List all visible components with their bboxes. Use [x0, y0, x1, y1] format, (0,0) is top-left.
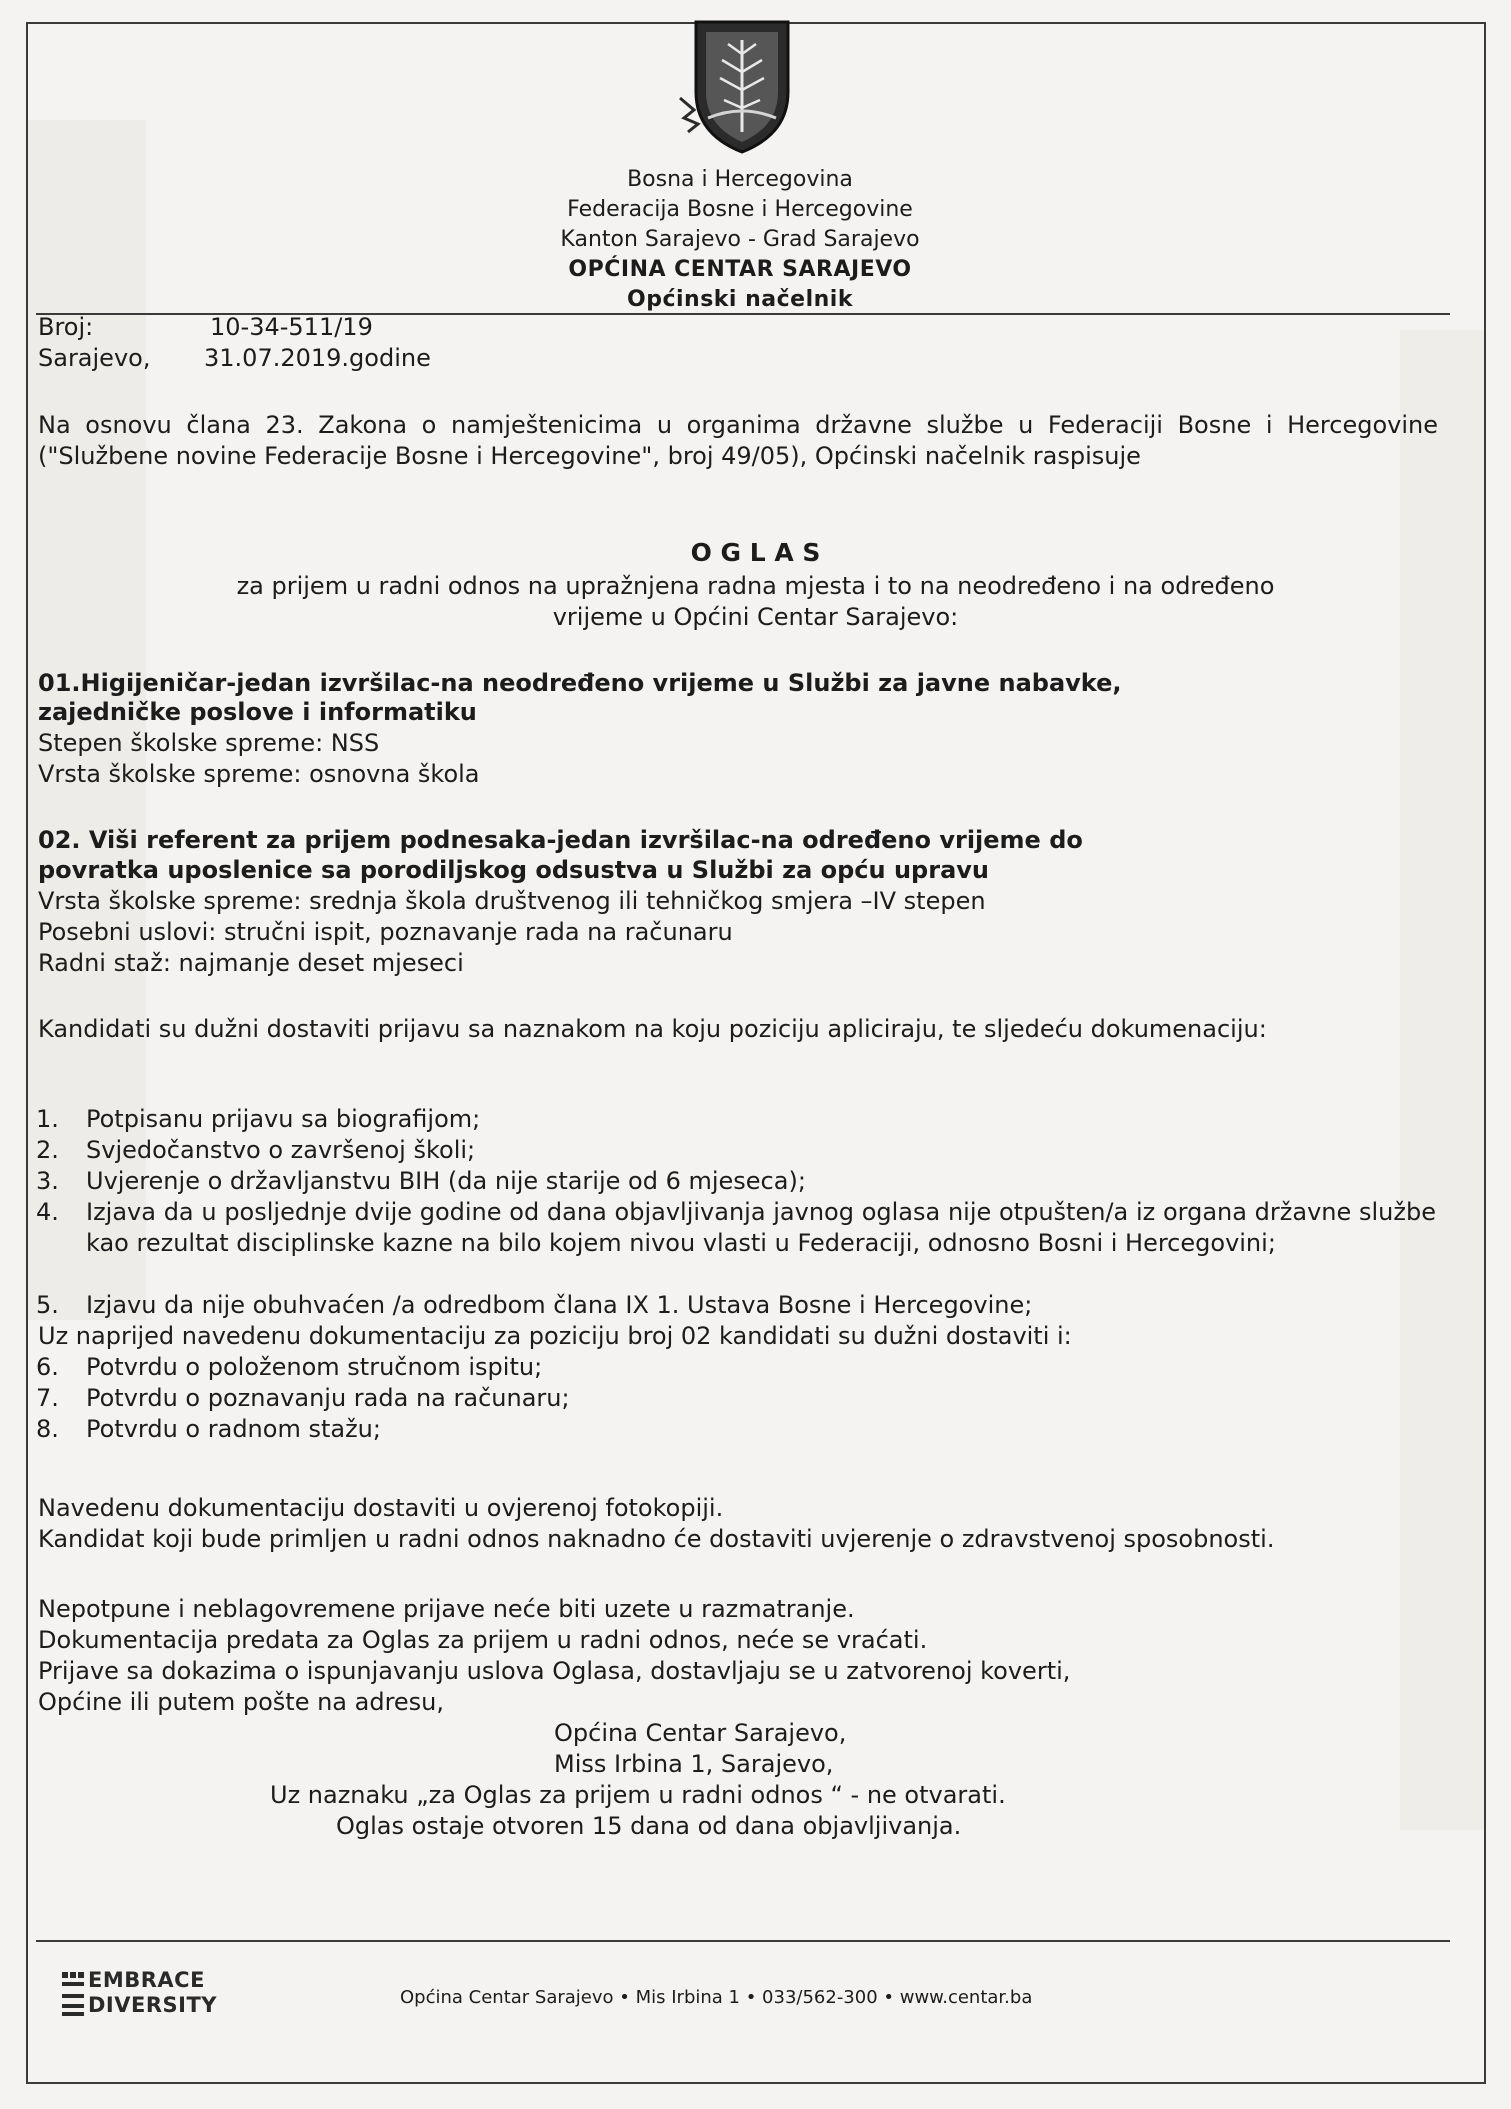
logo-text-line1: EMBRACE — [88, 1968, 205, 1992]
reference-number: 10-34-511/19 — [210, 313, 373, 341]
document-item-4-number: 4. — [36, 1198, 59, 1226]
document-item-8 — [36, 1414, 1436, 1445]
address-line2: Miss Irbina 1, Sarajevo, — [554, 1750, 834, 1778]
footer-divider — [36, 1940, 1450, 1942]
document-item-1-number: 1. — [36, 1105, 59, 1133]
document-item-4-text: Izjava da u posljednje dvije godine od dana objavljivanja javnog oglasa nije otpušten/a iz organa državne službe kao rezultat disciplinske kazne na bilo kojem nivou vlasti u Federaciji, odnosno Bosni i Hercegovini; — [86, 1198, 1436, 1257]
document-item-8-text: Potvrdu o radnom stažu; — [86, 1415, 381, 1443]
position-1-heading-line1: 01.Higijeničar-jedan izvršilac-na neodređeno vrijeme u Službi za javne nabavke, — [38, 669, 1122, 697]
position-2-education-type: Vrsta školske spreme: srednja škola društvenog ili tehničkog smjera –IV stepen — [38, 887, 986, 915]
document-item-8-number: 8. — [36, 1415, 59, 1443]
position-2-special-conditions: Posebni uslovi: stručni ispit, poznavanje rada na računaru — [38, 918, 733, 946]
document-item-7 — [36, 1383, 1436, 1414]
position-1-heading-line2: zajedničke poslove i informatiku — [38, 698, 477, 726]
intro-paragraph: Na osnovu člana 23. Zakona o namještenicima u organima državne službe u Federaciji Bosne i Hercegovine ("Službene novine Federacije Bosne i Hercegovine", broj 49/05), Općinski načelnik raspisuje — [38, 411, 1438, 470]
position-1-education-type: Vrsta školske spreme: osnovna škola — [38, 760, 480, 788]
document-item-6 — [36, 1352, 1436, 1383]
coat-of-arms-icon — [676, 14, 806, 158]
additional-documents-intro: Uz naprijed navedenu dokumentaciju za poziciju broj 02 kandidati su dužni dostaviti i: — [38, 1322, 1072, 1350]
position-2-work-experience: Radni staž: najmanje deset mjeseci — [38, 949, 464, 977]
header-country: Bosna i Hercegovina — [627, 167, 853, 192]
document-item-7-number: 7. — [36, 1384, 59, 1412]
document-item-3-number: 3. — [36, 1167, 59, 1195]
closing-certified-copies: Navedenu dokumentaciju dostaviti u ovjerenoj fotokopiji. — [38, 1494, 724, 1522]
document-item-4 — [36, 1197, 1436, 1257]
document-item-3 — [36, 1166, 1436, 1197]
logo-text-line2: DIVERSITY — [88, 1993, 217, 2017]
header-municipality: OPĆINA CENTAR SARAJEVO — [568, 257, 912, 282]
document-place: Sarajevo, — [38, 344, 151, 372]
document-item-5 — [36, 1290, 1436, 1321]
document-item-2-number: 2. — [36, 1136, 59, 1164]
document-item-6-text: Potvrdu o položenom stručnom ispitu; — [86, 1353, 543, 1381]
institution-header — [360, 165, 1120, 315]
header-office: Općinski načelnik — [627, 287, 853, 312]
envelope-marking-note: Uz naznaku „za Oglas za prijem u radni odnos “ - ne otvarati. — [270, 1781, 1006, 1809]
reference-number-label: Broj: — [38, 313, 94, 341]
notice-subtitle-line1: za prijem u radni odnos na upražnjena radna mjesta i to na neodređeno i na određeno — [236, 572, 1275, 600]
document-item-7-text: Potvrdu o poznavanju rada na računaru; — [86, 1384, 570, 1412]
footer-contact-line: Općina Centar Sarajevo • Mis Irbina 1 • 033/562-300 • www.centar.ba — [400, 1987, 1033, 2008]
document-item-5-number: 5. — [36, 1291, 59, 1319]
closing-sealed-envelope: Prijave sa dokazima o ispunjavanju uslova Oglasa, dostavljaju se u zatvorenoj koverti, — [38, 1657, 1071, 1685]
notice-open-period: Oglas ostaje otvoren 15 dana od dana objavljivanja. — [336, 1812, 962, 1840]
document-item-3-text: Uvjerenje o državljanstvu BIH (da nije starije od 6 mjeseca); — [86, 1167, 806, 1195]
document-item-2 — [36, 1135, 1436, 1166]
position-1-education-level: Stepen školske spreme: NSS — [38, 729, 380, 757]
closing-incomplete-applications: Nepotpune i neblagovremene prijave neće biti uzete u razmatranje. — [38, 1595, 855, 1623]
documents-intro: Kandidati su dužni dostaviti prijavu sa naznakom na koju poziciju apliciraju, te sljedeću dokumenaciju: — [38, 1015, 1267, 1043]
document-item-1-text: Potpisanu prijavu sa biografijom; — [86, 1105, 481, 1133]
diversity-bars-icon — [62, 1970, 84, 2018]
document-item-5-text: Izjavu da nije obuhvaćen /a odredbom člana IX 1. Ustava Bosne i Hercegovine; — [86, 1291, 1033, 1319]
document-item-2-text: Svjedočanstvo o završenoj školi; — [86, 1136, 476, 1164]
document-item-6-number: 6. — [36, 1353, 59, 1381]
closing-post-address-intro: Općine ili putem pošte na adresu, — [38, 1688, 445, 1716]
notice-title: O G L A S — [690, 538, 821, 567]
document-item-1 — [36, 1104, 1436, 1135]
header-canton: Kanton Sarajevo - Grad Sarajevo — [560, 227, 920, 252]
header-federation: Federacija Bosne i Hercegovine — [567, 197, 913, 222]
position-2-heading-line1: 02. Viši referent za prijem podnesaka-jedan izvršilac-na određeno vrijeme do — [38, 826, 1083, 854]
notice-subtitle-line2: vrijeme u Općini Centar Sarajevo: — [552, 603, 959, 631]
closing-documents-not-returned: Dokumentacija predata za Oglas za prijem u radni odnos, neće se vraćati. — [38, 1626, 928, 1654]
closing-health-certificate: Kandidat koji bude primljen u radni odnos naknadno će dostaviti uvjerenje o zdravstvenoj sposobnosti. — [38, 1525, 1275, 1553]
address-line1: Općina Centar Sarajevo, — [554, 1719, 847, 1747]
document-date: 31.07.2019.godine — [204, 344, 431, 372]
position-2-heading-line2: povratka uposlenice sa porodiljskog odsustva u Službi za opću upravu — [38, 856, 989, 884]
